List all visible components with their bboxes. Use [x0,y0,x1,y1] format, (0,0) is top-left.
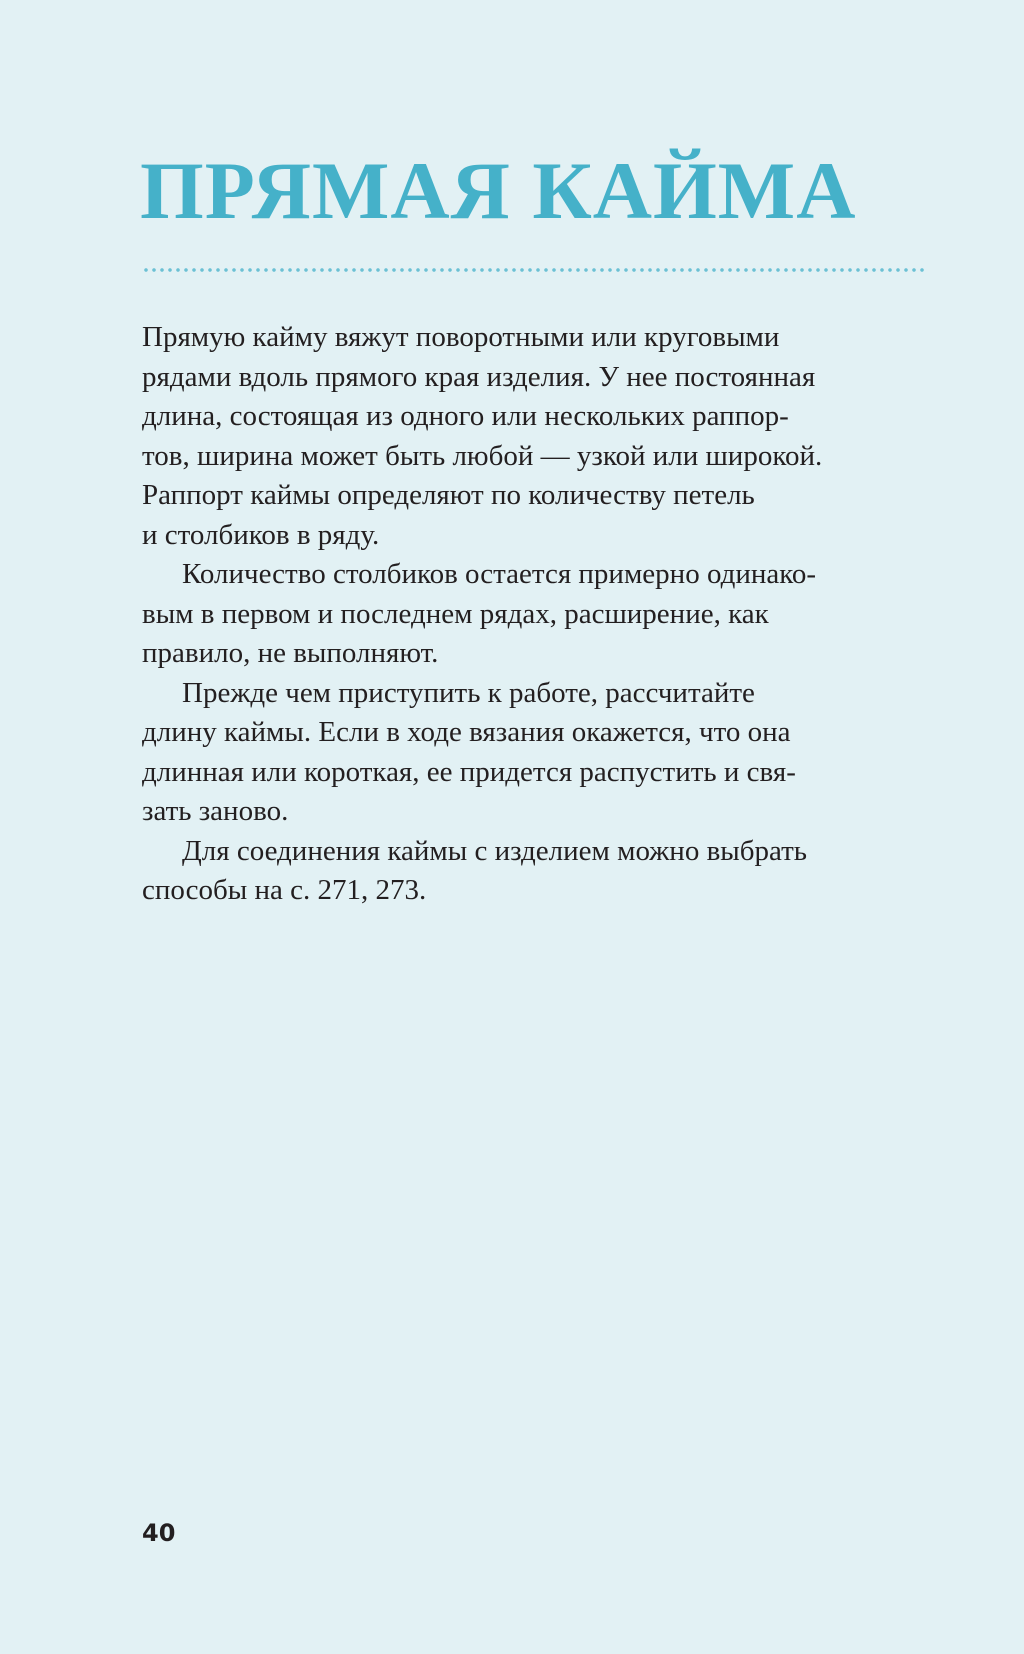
paragraph-3-line-1: Прежде чем приступить к работе, рассчитайте [182,676,755,709]
paragraph-2-line-3: правило, не выполняют. [142,637,439,669]
page-number: 40 [142,1519,176,1547]
paragraph-3-line-4: зать заново. [142,795,289,827]
paragraph-1-line-4: тов, ширина может быть любой — узкой или широкой. [142,439,823,472]
paragraph-1-line-1: Прямую кайму вяжут поворотными или круговыми [142,321,780,353]
paragraph-3-line-2: длину каймы. Если в ходе вязания окажется, что она [142,716,791,748]
paragraph-1-line-5: Раппорт каймы определяют по количеству петель [142,479,755,511]
paragraph-3-line-3: длинная или короткая, ее придется распустить и свя- [142,755,796,788]
paragraph-2-line-2: вым в первом и последнем рядах, расширение, как [142,597,769,630]
page-title: ПРЯМАЯ КАЙМА [140,145,857,236]
body-text [142,318,932,911]
paragraph-1-line-3: длина, состоящая из одного или нескольких раппор- [142,400,789,432]
dotted-divider [142,268,928,272]
paragraph-4-line-2: способы на с. 271, 273. [142,874,427,906]
paragraph-2-line-1: Количество столбиков остается примерно одинако- [182,558,817,590]
paragraph-4-line-1: Для соединения каймы с изделием можно выбрать [182,834,808,867]
paragraph-1-line-6: и столбиков в ряду. [142,518,380,551]
paragraph-1-line-2: рядами вдоль прямого края изделия. У нее постоянная [142,360,816,393]
